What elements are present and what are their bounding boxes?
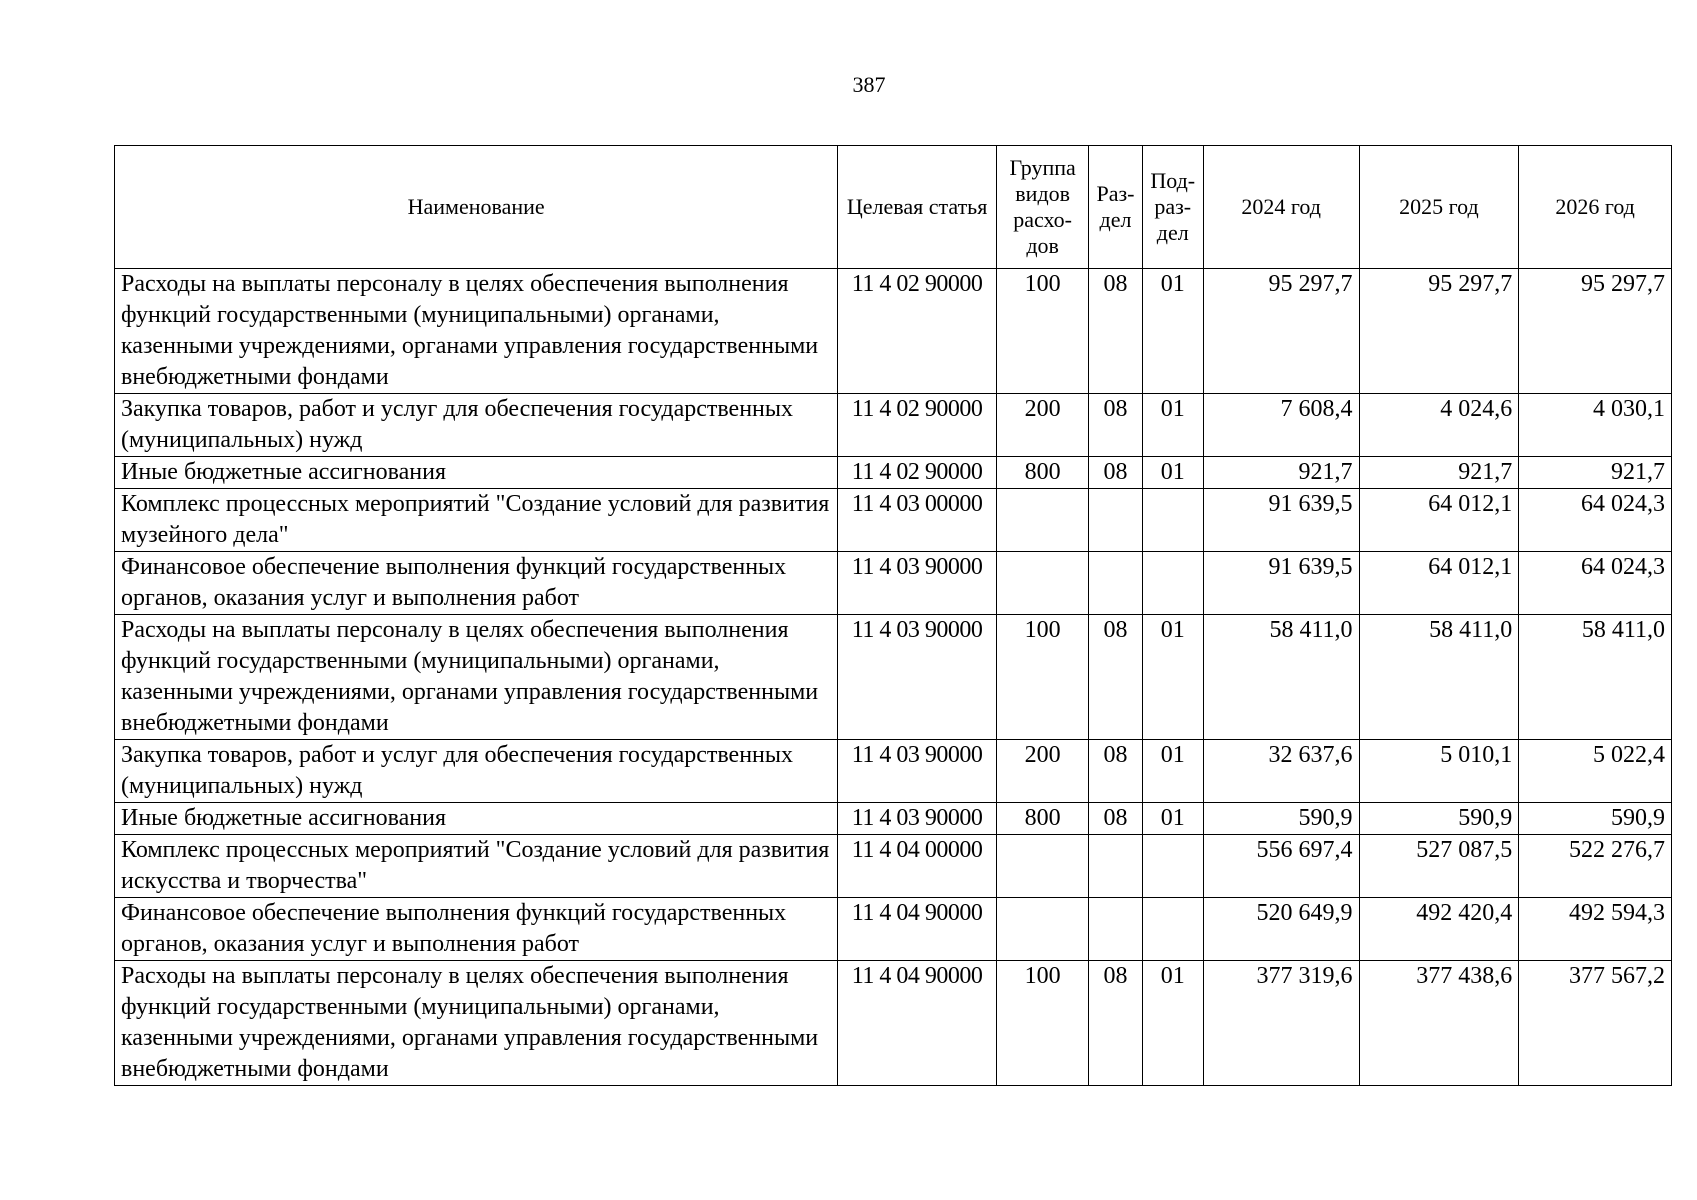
cell-expense-group: 800 bbox=[996, 803, 1088, 835]
cell-expense-group: 200 bbox=[996, 740, 1088, 803]
cell-target-article: 11 4 03 00000 bbox=[838, 489, 997, 552]
header-subsection: Под-раз-дел bbox=[1142, 146, 1203, 269]
cell-name: Расходы на выплаты персоналу в целях обеспечения выполнения функций государственными (муниципальными) органами, казенными учреждениями, органами управления государственными внебюджетными фондами bbox=[115, 615, 838, 740]
cell-name: Комплекс процессных мероприятий "Создание условий для развития музейного дела" bbox=[115, 489, 838, 552]
cell-year-2025: 64 012,1 bbox=[1359, 489, 1519, 552]
table-row bbox=[115, 394, 1672, 457]
cell-year-2026: 4 030,1 bbox=[1519, 394, 1672, 457]
cell-section: 08 bbox=[1089, 394, 1142, 457]
cell-expense-group: 100 bbox=[996, 269, 1088, 394]
cell-year-2025: 4 024,6 bbox=[1359, 394, 1519, 457]
cell-year-2024: 32 637,6 bbox=[1203, 740, 1359, 803]
cell-subsection: 01 bbox=[1142, 740, 1203, 803]
cell-year-2024: 921,7 bbox=[1203, 457, 1359, 489]
table-body bbox=[115, 269, 1672, 1086]
cell-year-2026: 58 411,0 bbox=[1519, 615, 1672, 740]
cell-year-2025: 64 012,1 bbox=[1359, 552, 1519, 615]
cell-name: Комплекс процессных мероприятий "Создание условий для развития искусства и творчества" bbox=[115, 835, 838, 898]
cell-year-2025: 492 420,4 bbox=[1359, 898, 1519, 961]
cell-target-article: 11 4 04 90000 bbox=[838, 898, 997, 961]
cell-subsection bbox=[1142, 552, 1203, 615]
cell-year-2025: 590,9 bbox=[1359, 803, 1519, 835]
cell-subsection: 01 bbox=[1142, 394, 1203, 457]
cell-year-2026: 590,9 bbox=[1519, 803, 1672, 835]
cell-year-2024: 520 649,9 bbox=[1203, 898, 1359, 961]
cell-year-2024: 590,9 bbox=[1203, 803, 1359, 835]
cell-section bbox=[1089, 898, 1142, 961]
cell-subsection: 01 bbox=[1142, 457, 1203, 489]
cell-year-2026: 5 022,4 bbox=[1519, 740, 1672, 803]
cell-target-article: 11 4 03 90000 bbox=[838, 740, 997, 803]
cell-year-2026: 64 024,3 bbox=[1519, 489, 1672, 552]
table-row bbox=[115, 457, 1672, 489]
header-year-2026: 2026 год bbox=[1519, 146, 1672, 269]
table-row bbox=[115, 898, 1672, 961]
cell-year-2025: 95 297,7 bbox=[1359, 269, 1519, 394]
cell-subsection: 01 bbox=[1142, 615, 1203, 740]
cell-target-article: 11 4 02 90000 bbox=[838, 394, 997, 457]
cell-year-2026: 921,7 bbox=[1519, 457, 1672, 489]
cell-year-2024: 58 411,0 bbox=[1203, 615, 1359, 740]
cell-year-2026: 95 297,7 bbox=[1519, 269, 1672, 394]
cell-target-article: 11 4 04 00000 bbox=[838, 835, 997, 898]
cell-expense-group bbox=[996, 552, 1088, 615]
cell-year-2025: 921,7 bbox=[1359, 457, 1519, 489]
cell-year-2024: 95 297,7 bbox=[1203, 269, 1359, 394]
cell-name: Финансовое обеспечение выполнения функций государственных органов, оказания услуг и выполнения работ bbox=[115, 552, 838, 615]
cell-year-2026: 377 567,2 bbox=[1519, 961, 1672, 1086]
header-year-2024: 2024 год bbox=[1203, 146, 1359, 269]
cell-section: 08 bbox=[1089, 740, 1142, 803]
cell-year-2025: 377 438,6 bbox=[1359, 961, 1519, 1086]
table-row bbox=[115, 489, 1672, 552]
cell-name: Иные бюджетные ассигнования bbox=[115, 803, 838, 835]
header-expense-group: Группа видов расхо-дов bbox=[996, 146, 1088, 269]
cell-subsection: 01 bbox=[1142, 269, 1203, 394]
cell-name: Иные бюджетные ассигнования bbox=[115, 457, 838, 489]
cell-section: 08 bbox=[1089, 961, 1142, 1086]
cell-target-article: 11 4 04 90000 bbox=[838, 961, 997, 1086]
cell-subsection bbox=[1142, 835, 1203, 898]
header-year-2025: 2025 год bbox=[1359, 146, 1519, 269]
cell-year-2024: 7 608,4 bbox=[1203, 394, 1359, 457]
cell-year-2025: 527 087,5 bbox=[1359, 835, 1519, 898]
page-number: 387 bbox=[852, 72, 886, 97]
header-target-article: Целевая статья bbox=[838, 146, 997, 269]
cell-year-2024: 556 697,4 bbox=[1203, 835, 1359, 898]
cell-section bbox=[1089, 835, 1142, 898]
cell-year-2026: 64 024,3 bbox=[1519, 552, 1672, 615]
table-row bbox=[115, 552, 1672, 615]
cell-section bbox=[1089, 552, 1142, 615]
table-row bbox=[115, 740, 1672, 803]
header-section: Раз-дел bbox=[1089, 146, 1142, 269]
cell-expense-group: 800 bbox=[996, 457, 1088, 489]
cell-year-2025: 5 010,1 bbox=[1359, 740, 1519, 803]
cell-name: Расходы на выплаты персоналу в целях обеспечения выполнения функций государственными (муниципальными) органами, казенными учреждениями, органами управления государственными внебюджетными фондами bbox=[115, 961, 838, 1086]
cell-section: 08 bbox=[1089, 803, 1142, 835]
cell-subsection: 01 bbox=[1142, 803, 1203, 835]
cell-section bbox=[1089, 489, 1142, 552]
table-row bbox=[115, 615, 1672, 740]
cell-section: 08 bbox=[1089, 615, 1142, 740]
cell-name: Финансовое обеспечение выполнения функций государственных органов, оказания услуг и выполнения работ bbox=[115, 898, 838, 961]
table-header-row bbox=[115, 146, 1672, 269]
cell-section: 08 bbox=[1089, 457, 1142, 489]
header-name: Наименование bbox=[115, 146, 838, 269]
cell-subsection bbox=[1142, 489, 1203, 552]
cell-name: Закупка товаров, работ и услуг для обеспечения государственных (муниципальных) нужд bbox=[115, 394, 838, 457]
cell-target-article: 11 4 03 90000 bbox=[838, 615, 997, 740]
cell-year-2026: 492 594,3 bbox=[1519, 898, 1672, 961]
table-row bbox=[115, 803, 1672, 835]
cell-year-2026: 522 276,7 bbox=[1519, 835, 1672, 898]
cell-expense-group bbox=[996, 489, 1088, 552]
cell-expense-group bbox=[996, 898, 1088, 961]
cell-target-article: 11 4 02 90000 bbox=[838, 457, 997, 489]
cell-year-2024: 91 639,5 bbox=[1203, 552, 1359, 615]
cell-target-article: 11 4 02 90000 bbox=[838, 269, 997, 394]
cell-subsection: 01 bbox=[1142, 961, 1203, 1086]
cell-expense-group: 100 bbox=[996, 615, 1088, 740]
cell-expense-group: 200 bbox=[996, 394, 1088, 457]
table-row bbox=[115, 961, 1672, 1086]
cell-expense-group bbox=[996, 835, 1088, 898]
cell-name: Закупка товаров, работ и услуг для обеспечения государственных (муниципальных) нужд bbox=[115, 740, 838, 803]
cell-expense-group: 100 bbox=[996, 961, 1088, 1086]
table-row bbox=[115, 835, 1672, 898]
cell-year-2024: 377 319,6 bbox=[1203, 961, 1359, 1086]
table-row bbox=[115, 269, 1672, 394]
cell-section: 08 bbox=[1089, 269, 1142, 394]
cell-year-2025: 58 411,0 bbox=[1359, 615, 1519, 740]
cell-name: Расходы на выплаты персоналу в целях обеспечения выполнения функций государственными (муниципальными) органами, казенными учреждениями, органами управления государственными внебюджетными фондами bbox=[115, 269, 838, 394]
cell-year-2024: 91 639,5 bbox=[1203, 489, 1359, 552]
cell-target-article: 11 4 03 90000 bbox=[838, 552, 997, 615]
budget-table bbox=[114, 145, 1672, 1086]
cell-target-article: 11 4 03 90000 bbox=[838, 803, 997, 835]
cell-subsection bbox=[1142, 898, 1203, 961]
